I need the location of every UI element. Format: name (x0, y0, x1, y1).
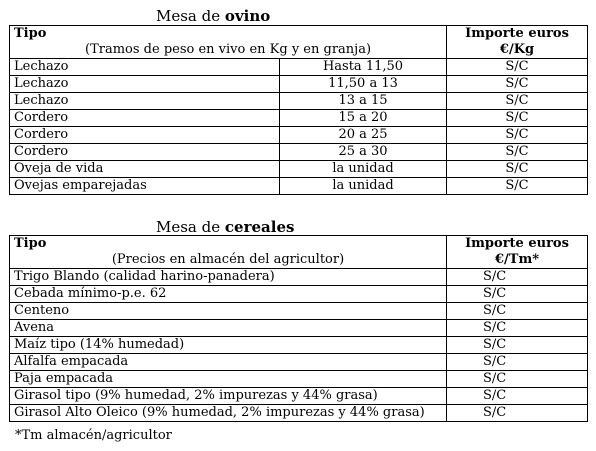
table-row (10, 127, 588, 144)
ovino-price-table (9, 25, 588, 195)
ovino-cell-importe: S/C (447, 127, 588, 144)
ovino-cell-tramo: 11,50 a 13 (280, 76, 447, 93)
ovino-cell-tipo: Lechazo (10, 59, 280, 76)
table-row (10, 337, 588, 354)
cereales-header-subtitle: (Precios en almacén del agricultor) (111, 252, 345, 267)
ovino-cell-tramo: 15 a 20 (280, 110, 447, 127)
cereales-cell-tipo: Girasol tipo (9% humedad, 2% impurezas y 44% grasa) (10, 388, 447, 405)
cereales-cell-tipo: Avena (10, 320, 447, 337)
ovino-cell-tipo: Lechazo (10, 76, 280, 93)
cereales-header-importe-line2: €/Tm* (494, 252, 540, 267)
footnote: *Tm almacén/agricultor (15, 428, 172, 443)
table-row (10, 371, 588, 388)
cereales-cell-tipo: Maíz tipo (14% humedad) (10, 337, 447, 354)
cereales-cell-importe: S/C (447, 337, 588, 354)
ovino-cell-tipo: Cordero (10, 110, 280, 127)
table-row (10, 405, 588, 422)
cereales-cell-tipo: Trigo Blando (calidad harino-panadera) (10, 269, 447, 286)
table-row (10, 286, 588, 303)
cereales-cell-tipo: Girasol Alto Oleico (9% humedad, 2% impurezas y 44% grasa) (10, 405, 447, 422)
ovino-cell-tramo: 25 a 30 (280, 144, 447, 161)
table-row (10, 161, 588, 178)
table-row (10, 59, 588, 76)
table-row (10, 320, 588, 337)
cereales-caption-prefix: Mesa de (156, 218, 225, 236)
ovino-header-row (10, 26, 588, 59)
ovino-cell-tramo: la unidad (280, 161, 447, 178)
ovino-cell-tramo: 20 a 25 (280, 127, 447, 144)
ovino-caption-bold: ovino (224, 7, 271, 25)
ovino-cell-tipo: Oveja de vida (10, 161, 280, 178)
cereales-header-importe (447, 236, 588, 269)
ovino-body (10, 59, 588, 195)
table-row (10, 76, 588, 93)
table-row (10, 178, 588, 195)
table-row (10, 144, 588, 161)
cereales-header-tipo-label: Tipo (14, 236, 47, 251)
cereales-cell-tipo: Alfalfa empacada (10, 354, 447, 371)
table-row (10, 269, 588, 286)
ovino-cell-importe: S/C (447, 93, 588, 110)
cereales-cell-tipo: Cebada mínimo-p.e. 62 (10, 286, 447, 303)
ovino-cell-importe: S/C (447, 59, 588, 76)
cereales-cell-importe: S/C (447, 388, 588, 405)
cereales-caption (156, 218, 294, 236)
ovino-caption (156, 7, 270, 25)
cereales-cell-tipo: Centeno (10, 303, 447, 320)
ovino-cell-tramo: la unidad (280, 178, 447, 195)
ovino-cell-tramo: Hasta 11,50 (280, 59, 447, 76)
ovino-cell-tipo: Ovejas emparejadas (10, 178, 280, 195)
cereales-cell-importe: S/C (447, 354, 588, 371)
ovino-cell-tramo: 13 a 15 (280, 93, 447, 110)
ovino-cell-importe: S/C (447, 178, 588, 195)
ovino-header-tipo (10, 26, 447, 59)
table-row (10, 388, 588, 405)
ovino-header-importe (447, 26, 588, 59)
ovino-caption-prefix: Mesa de (156, 7, 225, 25)
cereales-cell-importe: S/C (447, 286, 588, 303)
cereales-caption-bold: cereales (224, 218, 295, 236)
ovino-header-importe-line2: €/Kg (499, 42, 535, 57)
table-row (10, 93, 588, 110)
ovino-cell-importe: S/C (447, 76, 588, 93)
ovino-cell-importe: S/C (447, 144, 588, 161)
ovino-cell-tipo: Lechazo (10, 93, 280, 110)
cereales-cell-tipo: Paja empacada (10, 371, 447, 388)
cereales-header-tipo (10, 236, 447, 269)
cereales-cell-importe: S/C (447, 269, 588, 286)
table-row (10, 303, 588, 320)
ovino-header-subtitle: (Tramos de peso en vivo en Kg y en granja) (85, 42, 372, 57)
cereales-header-row (10, 236, 588, 269)
cereales-body (10, 269, 588, 422)
cereales-cell-importe: S/C (447, 371, 588, 388)
cereales-price-table (9, 235, 588, 422)
cereales-cell-importe: S/C (447, 405, 588, 422)
ovino-header-tipo-label: Tipo (14, 26, 47, 41)
table-row (10, 354, 588, 371)
cereales-cell-importe: S/C (447, 303, 588, 320)
ovino-cell-importe: S/C (447, 110, 588, 127)
ovino-cell-tipo: Cordero (10, 144, 280, 161)
cereales-cell-importe: S/C (447, 320, 588, 337)
ovino-cell-importe: S/C (447, 161, 588, 178)
ovino-cell-tipo: Cordero (10, 127, 280, 144)
cereales-header-importe-line1: Importe euros (465, 236, 569, 251)
ovino-header-importe-line1: Importe euros (465, 26, 569, 41)
table-row (10, 110, 588, 127)
